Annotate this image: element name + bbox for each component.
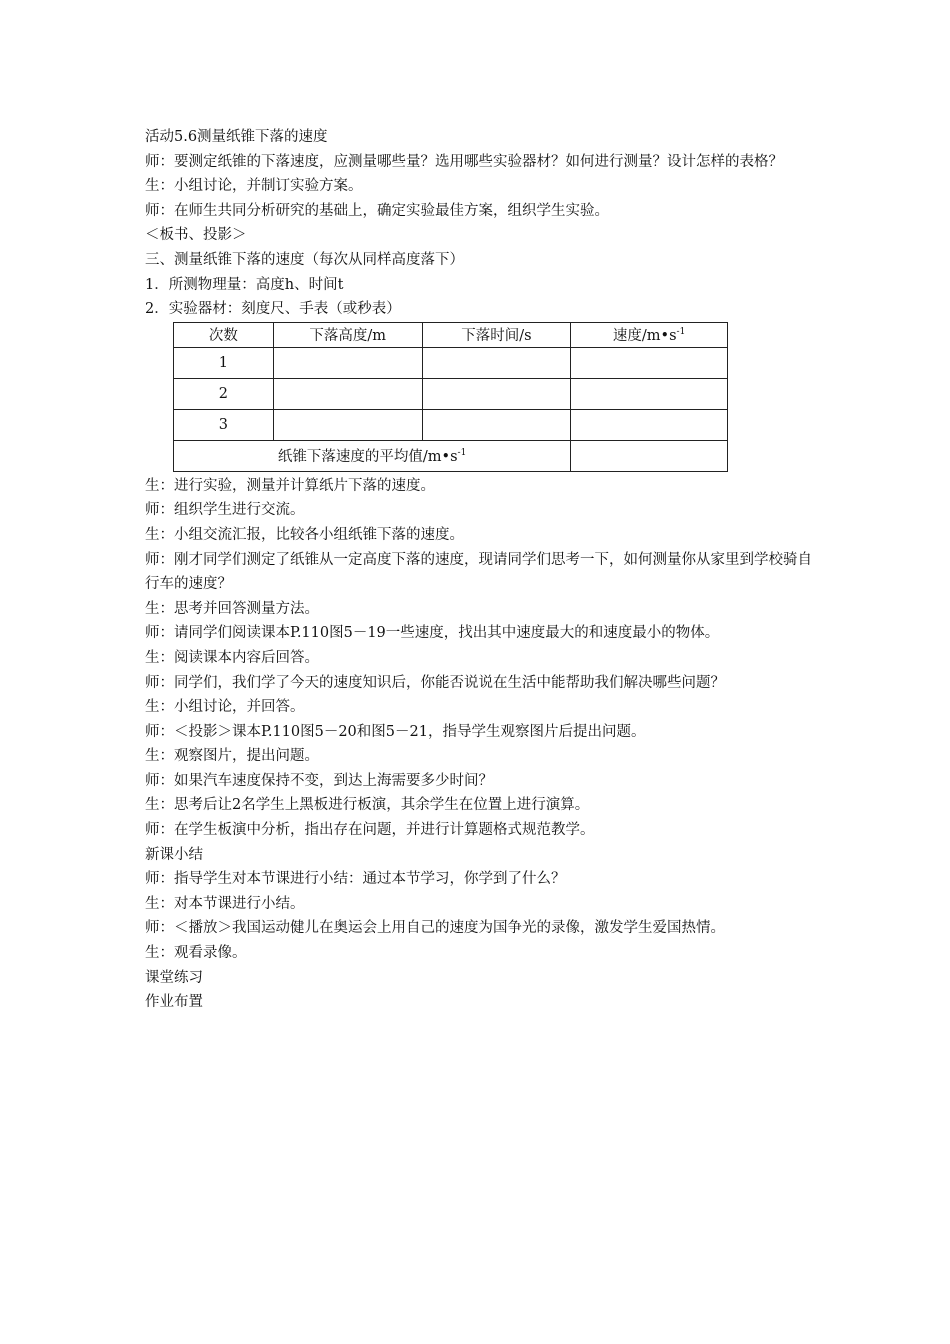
- header-speed: [571, 322, 728, 347]
- table-cell: 3: [174, 409, 274, 440]
- average-label-sup: -1: [457, 448, 467, 459]
- section-heading: 三、测量纸锥下落的速度（每次从同样高度落下）: [145, 251, 464, 268]
- table-header-row: [174, 322, 728, 347]
- table-cell: [422, 378, 571, 409]
- teacher-line: 师：如果汽车速度保持不变，到达上海需要多少时间？: [145, 772, 493, 789]
- list-item: 2．实验器材：刻度尺、手表（或秒表）: [145, 301, 401, 318]
- student-line: 生：小组讨论，并回答。: [145, 699, 305, 716]
- teacher-line: 师：指导学生对本节课进行小结：通过本节学习，你学到了什么？: [145, 871, 566, 888]
- teacher-line: 师：在师生共同分析研究的基础上，确定实验最佳方案，组织学生实验。: [145, 202, 609, 219]
- document-body: [145, 125, 825, 1015]
- table-row: [174, 378, 728, 409]
- data-table-wrapper: [173, 322, 825, 472]
- section-heading-practice: 课堂练习: [145, 969, 203, 986]
- student-line: 生：观察图片，提出问题。: [145, 748, 319, 765]
- teacher-line: 师：＜播放＞我国运动健儿在奥运会上用自己的速度为国争光的录像，激发学生爱国热情。: [145, 920, 725, 937]
- table-cell: 1: [174, 347, 274, 378]
- table-row: [174, 409, 728, 440]
- measurement-table: [173, 322, 728, 472]
- board-projection-note: ＜板书、投影＞: [145, 227, 247, 244]
- teacher-question-paragraph: 师：要测定纸锥的下落速度，应测量哪些量？选用哪些实验器材？如何进行测量？设计怎样的表格？: [145, 153, 783, 170]
- average-label-cell: [174, 440, 571, 471]
- teacher-line: 师：请同学们阅读课本P.110图5－19一些速度，找出其中速度最大的和速度最小的物体。: [145, 625, 720, 642]
- student-line: 生：对本节课进行小结。: [145, 895, 305, 912]
- student-line: 生：进行实验，测量并计算纸片下落的速度。: [145, 477, 435, 494]
- teacher-line: 师：＜投影＞课本P.110图5－20和图5－21，指导学生观察图片后提出问题。: [145, 723, 646, 740]
- student-line: 生：小组讨论，并制订实验方案。: [145, 178, 363, 195]
- student-line: 生：阅读课本内容后回答。: [145, 649, 319, 666]
- table-cell: [571, 378, 728, 409]
- table-average-row: [174, 440, 728, 471]
- table-cell: [422, 347, 571, 378]
- list-item: 1．所测物理量：高度h、时间t: [145, 276, 344, 293]
- table-cell: [571, 347, 728, 378]
- table-cell: [273, 347, 422, 378]
- header-height: 下落高度/m: [273, 322, 422, 347]
- activity-title: 活动5.6测量纸锥下落的速度: [145, 129, 328, 145]
- student-line: 生：思考并回答测量方法。: [145, 600, 319, 617]
- section-heading-homework: 作业布置: [145, 994, 203, 1011]
- teacher-line: 师：组织学生进行交流。: [145, 502, 305, 519]
- header-count: 次数: [174, 322, 274, 347]
- student-line: 生：观看录像。: [145, 945, 247, 962]
- teacher-line: 师：同学们，我们学了今天的速度知识后，你能否说说在生活中能帮助我们解决哪些问题？: [145, 674, 725, 691]
- table-row: [174, 347, 728, 378]
- header-speed-sup: -1: [676, 327, 686, 338]
- average-label-text: 纸锥下落速度的平均值/m•s: [277, 449, 458, 466]
- table-cell: 2: [174, 378, 274, 409]
- header-speed-text: 速度/m•s: [612, 328, 677, 345]
- table-cell: [571, 409, 728, 440]
- teacher-line: 师：在学生板演中分析，指出存在问题，并进行计算题格式规范教学。: [145, 822, 595, 839]
- header-time: 下落时间/s: [422, 322, 571, 347]
- table-cell: [422, 409, 571, 440]
- section-heading-summary: 新课小结: [145, 846, 203, 863]
- table-cell: [273, 378, 422, 409]
- student-line: 生：思考后让2名学生上黑板进行板演，其余学生在位置上进行演算。: [145, 797, 590, 814]
- average-value-cell: [571, 440, 728, 471]
- table-cell: [273, 409, 422, 440]
- teacher-paragraph: 师：刚才同学们测定了纸锥从一定高度下落的速度，现请同学们思考一下，如何测量你从家里到学校骑自行车的速度？: [145, 551, 812, 593]
- student-line: 生：小组交流汇报，比较各小组纸锥下落的速度。: [145, 526, 464, 543]
